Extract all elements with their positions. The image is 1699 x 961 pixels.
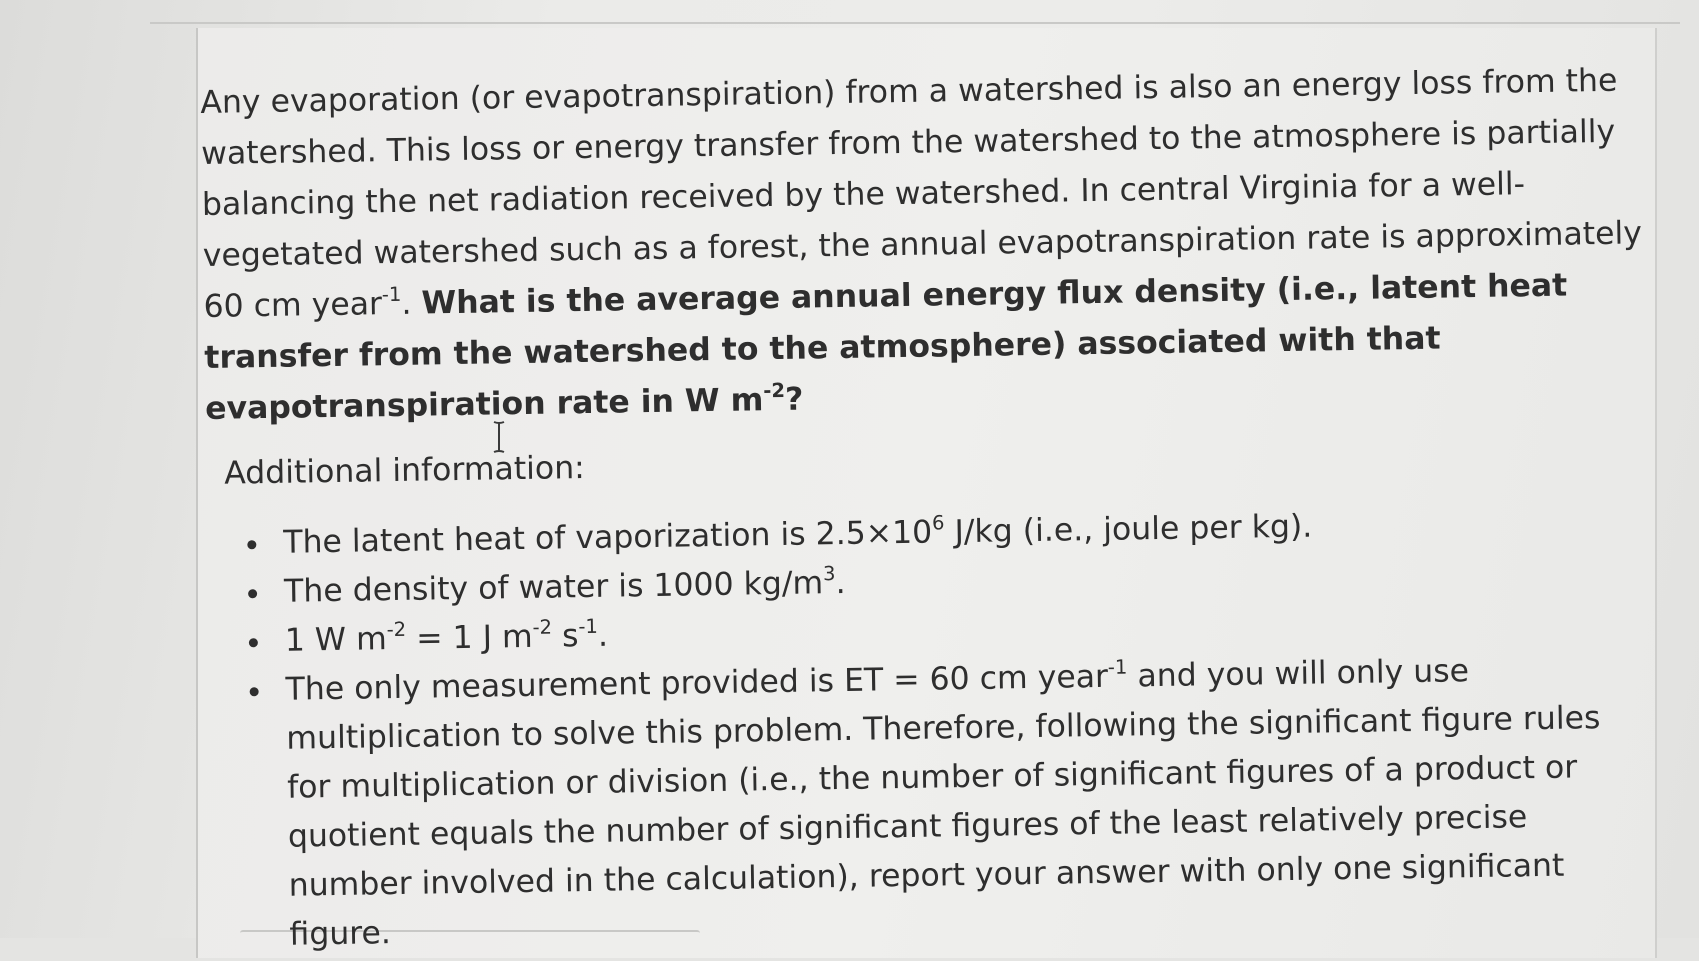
exponent: -1	[578, 614, 599, 638]
exponent: -2	[386, 617, 407, 641]
note-text: = 1 J m	[405, 618, 533, 657]
exponent: -1	[381, 282, 402, 306]
note-text: 1 W m	[284, 621, 388, 659]
bullet-icon	[249, 638, 258, 647]
note-text: J/kg (i.e., joule per kg).	[944, 508, 1313, 551]
question-content	[200, 55, 1654, 961]
note-text: s	[551, 618, 579, 655]
note-text: .	[597, 617, 609, 654]
question-main: What is the average annual energy flux density (i.e., latent heat transfer from the watershed to the atmosphere) associated with that evapotranspiration rate in W m	[204, 267, 1568, 427]
note-text: .	[835, 564, 846, 602]
note-text: The latent heat of vaporization is 2.5×10	[283, 514, 933, 561]
exponent: 6	[931, 510, 945, 535]
note-text: The only measurement provided is ET = 60 cm year	[285, 658, 1109, 708]
punctuation: ?	[784, 381, 804, 418]
problem-intro-text: Any evaporation (or evapotranspiration) from a watershed is also an energy loss from the watershed. This loss or energy transfer from the watershed to the atmosphere is partially balancing the net radiation received by the watershed. In central Virginia for a well-vegetated watershed such as a forest, the annual evapotranspiration rate is approximately 60 cm year	[200, 62, 1643, 325]
notes-list	[207, 497, 1654, 961]
bullet-icon	[247, 540, 256, 549]
problem-statement	[200, 55, 1645, 435]
text-cursor-icon	[492, 420, 506, 454]
note-text: The density of water is 1000 kg/m	[283, 565, 824, 610]
divider	[150, 22, 1680, 24]
exponent: -1	[1107, 655, 1128, 679]
exponent: 3	[822, 561, 836, 585]
exponent: -2	[532, 615, 553, 639]
bullet-icon	[250, 687, 259, 696]
bullet-icon	[248, 589, 257, 598]
punctuation: .	[401, 285, 412, 322]
additional-info-heading: Additional information:	[223, 450, 586, 492]
exponent: -2	[763, 378, 786, 402]
list-item	[245, 644, 1653, 960]
note-text: and you will only use multiplication to solve this problem. Therefore, following the significant figure rules for multiplication or division (i.e., the number of significant figures of a product or quotient equals the number of significant figures of the least relatively precise number involved in the calculation), report your answer with only one significant figure.	[286, 653, 1601, 953]
